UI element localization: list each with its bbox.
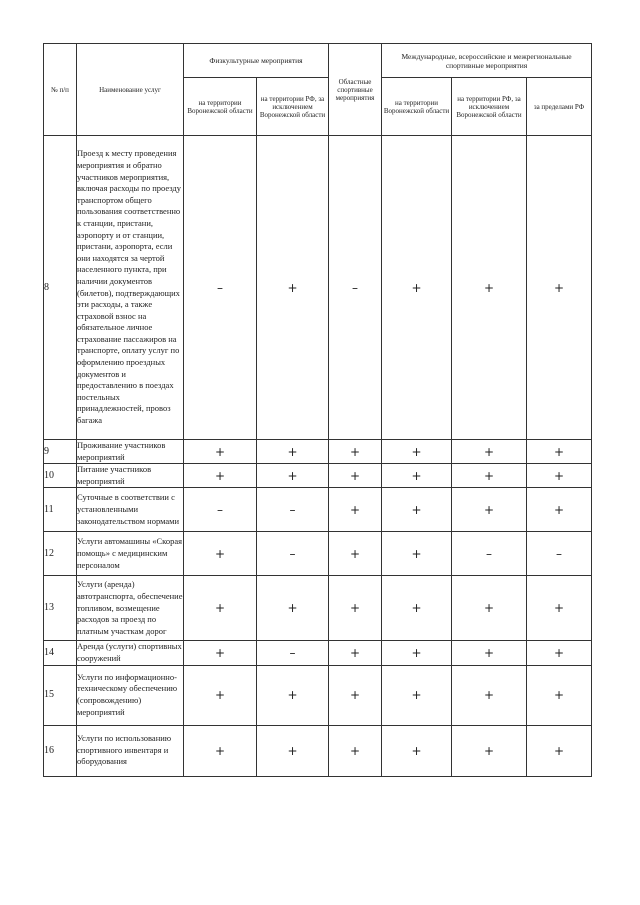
row-number: 15	[44, 665, 77, 725]
row-number: 9	[44, 440, 77, 464]
header-num: № п/п	[44, 44, 77, 136]
service-name: Услуги по информационно-техническому обеспечению (сопровождению) мероприятий	[77, 665, 184, 725]
availability-mark: +	[184, 576, 257, 641]
row-number: 12	[44, 532, 77, 576]
table-row	[44, 641, 592, 665]
availability-mark: +	[257, 464, 329, 488]
availability-mark: +	[184, 641, 257, 665]
row-number: 8	[44, 136, 77, 440]
availability-mark: +	[329, 464, 382, 488]
service-name: Услуги автомашины «Скорая помощь» с медицинским персоналом	[77, 532, 184, 576]
availability-mark: +	[527, 725, 592, 776]
row-number: 14	[44, 641, 77, 665]
availability-mark: +	[184, 665, 257, 725]
availability-mark: +	[329, 440, 382, 464]
availability-mark: +	[329, 641, 382, 665]
availability-mark: +	[257, 136, 329, 440]
availability-mark: +	[527, 641, 592, 665]
availability-mark: +	[184, 440, 257, 464]
availability-mark: +	[382, 665, 452, 725]
availability-mark: +	[382, 488, 452, 532]
availability-mark: +	[382, 725, 452, 776]
availability-mark: +	[184, 464, 257, 488]
availability-mark: +	[382, 464, 452, 488]
availability-mark: +	[382, 641, 452, 665]
header-sport-voronezh: на территории Воронежской области	[184, 78, 257, 136]
table-body	[44, 136, 592, 777]
availability-mark: –	[257, 641, 329, 665]
service-name: Услуги (аренда) автотранспорта, обеспечение топливом, возмещение расходов за проезд по платным участкам дорог	[77, 576, 184, 641]
availability-mark: +	[452, 136, 527, 440]
availability-mark: +	[452, 576, 527, 641]
header-intl-abroad: за пределами РФ	[527, 78, 592, 136]
availability-mark: +	[527, 665, 592, 725]
table-row	[44, 440, 592, 464]
availability-mark: +	[382, 532, 452, 576]
table-row	[44, 725, 592, 776]
header-regional-events: Областные спортивные мероприятия	[329, 44, 382, 136]
availability-mark: +	[329, 725, 382, 776]
availability-mark: +	[329, 576, 382, 641]
availability-mark: +	[184, 725, 257, 776]
availability-mark: +	[382, 440, 452, 464]
table-row	[44, 532, 592, 576]
header-international-events: Международные, всероссийские и межрегиональные спортивные мероприятия	[382, 44, 592, 78]
row-number: 16	[44, 725, 77, 776]
availability-mark: +	[257, 576, 329, 641]
availability-mark: +	[184, 532, 257, 576]
availability-mark: +	[452, 725, 527, 776]
header-intl-rf: на территории РФ, за исключением Воронежской области	[452, 78, 527, 136]
service-name: Проезд к месту проведения мероприятия и обратно участников мероприятия, включая расходы по проезду транспортом общего пользования соответственно к станции, пристани, аэропорту и от станции, пристани, аэропорта, если они находятся за чертой населенного пункта, при наличии документов (билетов), подтверждающих эти расходы, а также страховой взнос на обязательное личное страхование пассажиров на транспорте, оплату услуг по оформлению проездных документов и предоставлению в поездах постельных принадлежностей, провоз багажа	[77, 136, 184, 440]
availability-mark: +	[527, 440, 592, 464]
table-row	[44, 576, 592, 641]
table-row	[44, 665, 592, 725]
row-number: 13	[44, 576, 77, 641]
availability-mark: +	[329, 488, 382, 532]
availability-mark: –	[527, 532, 592, 576]
services-table	[43, 43, 592, 777]
availability-mark: –	[184, 488, 257, 532]
availability-mark: –	[452, 532, 527, 576]
availability-mark: +	[382, 576, 452, 641]
availability-mark: +	[452, 464, 527, 488]
availability-mark: +	[329, 665, 382, 725]
availability-mark: –	[257, 532, 329, 576]
availability-mark: –	[257, 488, 329, 532]
service-name: Проживание участников мероприятий	[77, 440, 184, 464]
table-row	[44, 136, 592, 440]
availability-mark: –	[184, 136, 257, 440]
availability-mark: +	[452, 488, 527, 532]
availability-mark: +	[257, 440, 329, 464]
availability-mark: +	[382, 136, 452, 440]
availability-mark: –	[329, 136, 382, 440]
row-number: 10	[44, 464, 77, 488]
availability-mark: +	[527, 136, 592, 440]
availability-mark: +	[257, 665, 329, 725]
availability-mark: +	[527, 576, 592, 641]
header-sport-rf: на территории РФ, за исключением Воронежской области	[257, 78, 329, 136]
header-intl-voronezh: на территории Воронежской области	[382, 78, 452, 136]
availability-mark: +	[329, 532, 382, 576]
service-name: Питание участников мероприятий	[77, 464, 184, 488]
availability-mark: +	[452, 440, 527, 464]
row-number: 11	[44, 488, 77, 532]
table-row	[44, 488, 592, 532]
availability-mark: +	[527, 464, 592, 488]
availability-mark: +	[257, 725, 329, 776]
service-name: Услуги по использованию спортивного инвентаря и оборудования	[77, 725, 184, 776]
service-name: Аренда (услуги) спортивных сооружений	[77, 641, 184, 665]
table-header	[44, 44, 592, 136]
availability-mark: +	[452, 665, 527, 725]
header-name: Наименование услуг	[77, 44, 184, 136]
service-name: Суточные в соответствии с установленными законодательством нормами	[77, 488, 184, 532]
table-row	[44, 464, 592, 488]
availability-mark: +	[527, 488, 592, 532]
availability-mark: +	[452, 641, 527, 665]
header-sport-events: Физкультурные мероприятия	[184, 44, 329, 78]
